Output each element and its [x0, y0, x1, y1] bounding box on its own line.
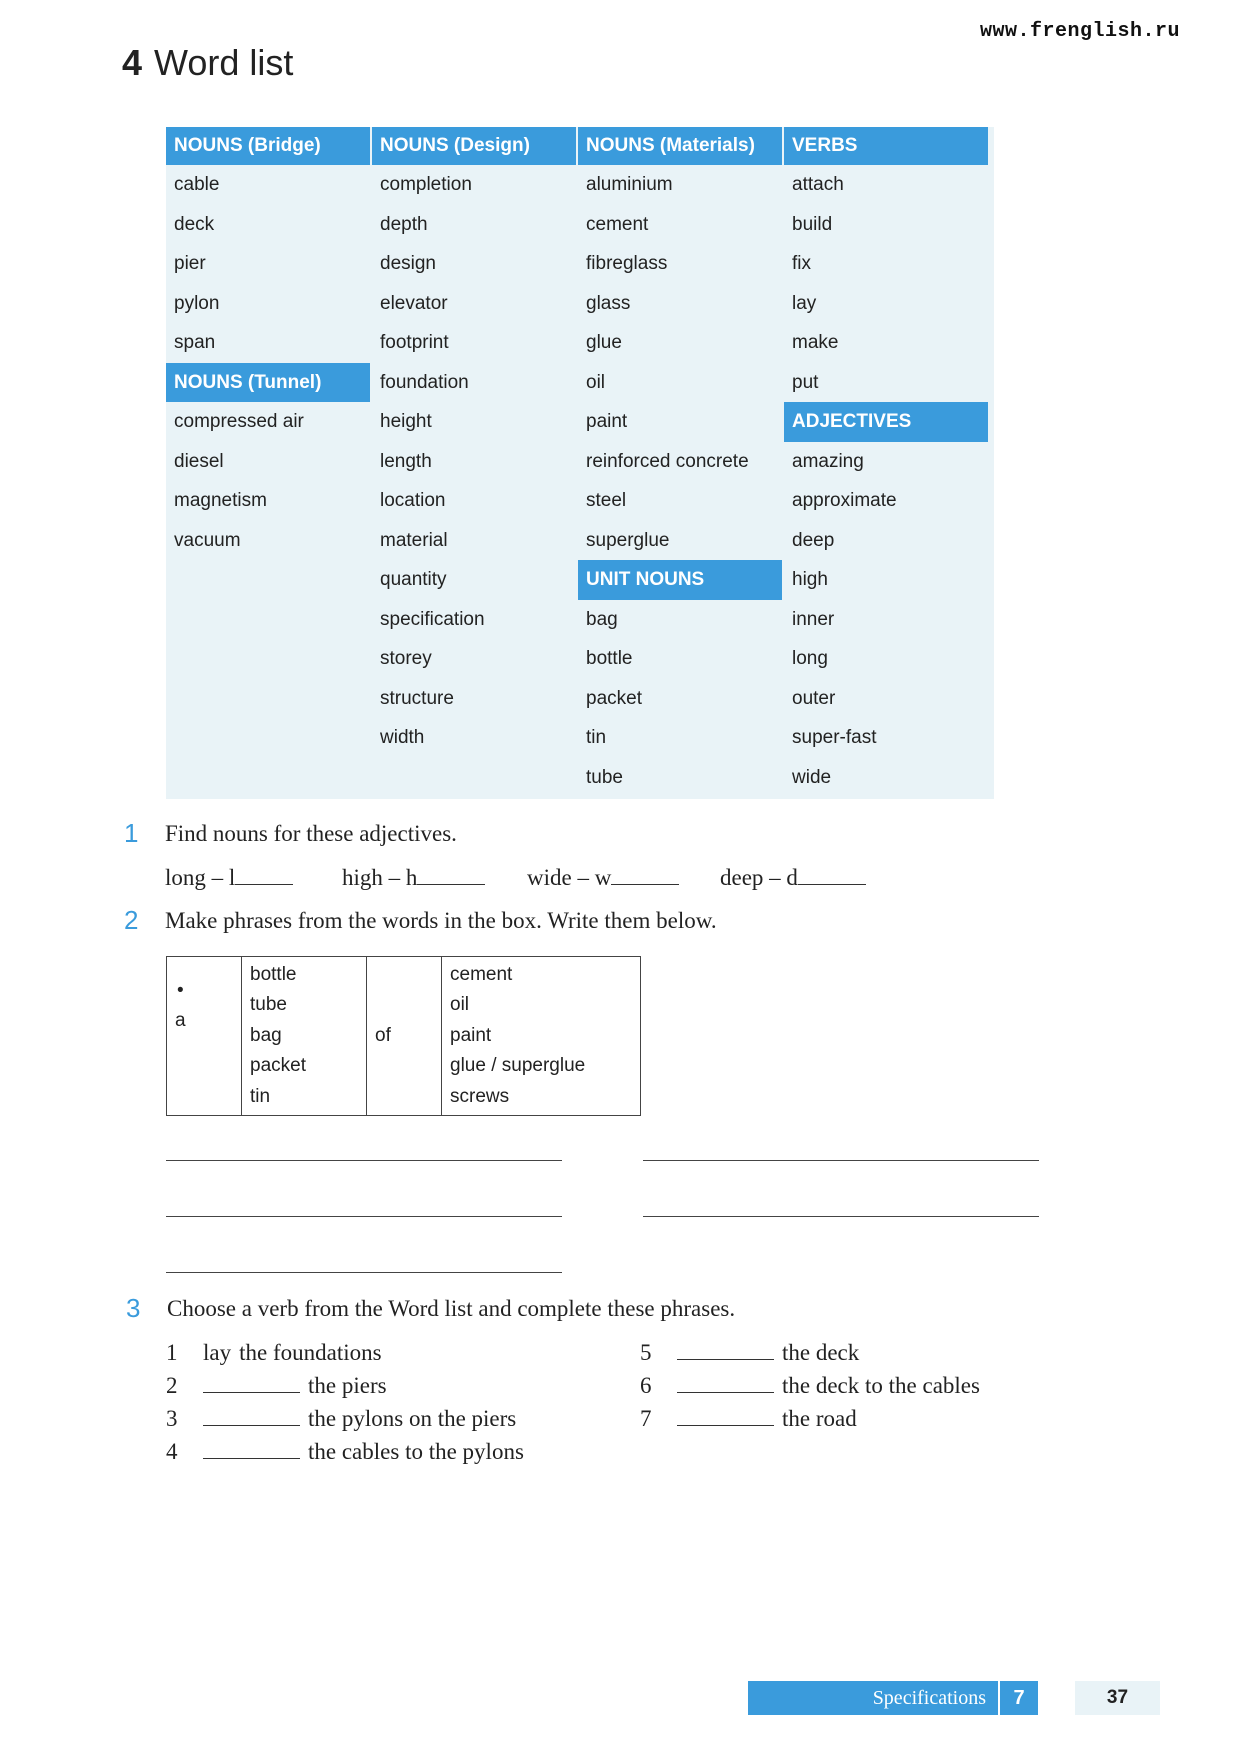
answer-line[interactable]	[166, 1160, 562, 1161]
bullet-dot: •	[177, 980, 184, 1001]
answer-blank[interactable]	[798, 866, 866, 885]
exercise-number: 2	[124, 905, 139, 935]
item-text: the cables to the pylons	[308, 1439, 524, 1464]
exercise-number: 3	[126, 1293, 141, 1323]
ex3-item	[166, 1336, 626, 1369]
word-item: depth	[380, 213, 428, 235]
ex1-item: high – h	[342, 865, 485, 891]
word-item: steel	[586, 490, 627, 511]
unit-noun: bag	[250, 1024, 282, 1046]
exercise-number: 1	[124, 818, 139, 848]
ex1-item: long – l	[165, 865, 293, 891]
prep-cell	[367, 957, 442, 1116]
sub-header: ADJECTIVES	[784, 402, 990, 442]
answer-blank[interactable]	[611, 866, 679, 885]
word-item: bag	[586, 608, 618, 630]
answer-line[interactable]	[643, 1216, 1039, 1217]
word-item: location	[380, 490, 446, 511]
ex3-item	[166, 1369, 626, 1402]
word-item: oil	[586, 371, 606, 393]
exercise-instruction: Make phrases from the words in the box. Write them below.	[165, 908, 717, 933]
answer-blank[interactable]	[677, 1407, 774, 1426]
answer-blank[interactable]	[417, 866, 485, 885]
answer-blank[interactable]	[203, 1440, 300, 1459]
word-item: vacuum	[174, 529, 241, 551]
ex3-item	[166, 1402, 626, 1435]
material-noun: screws	[450, 1085, 510, 1107]
ex3-item	[166, 1435, 626, 1468]
answer-blank[interactable]	[677, 1374, 774, 1393]
ex3-item	[640, 1402, 1090, 1435]
item-number: 3	[166, 1406, 178, 1431]
word-item: deck	[174, 213, 215, 235]
word-item: long	[792, 648, 828, 669]
item-number: 4	[166, 1439, 178, 1464]
preposition: of	[375, 1025, 391, 1046]
item-text: the piers	[308, 1373, 387, 1398]
word-item: super-fast	[792, 727, 877, 748]
word-column-bridge	[166, 127, 372, 560]
word-item: tin	[586, 727, 607, 748]
item-text: the deck	[782, 1340, 860, 1365]
word-item: put	[792, 371, 819, 393]
word-item: elevator	[380, 292, 448, 314]
word-item: foundation	[380, 371, 469, 393]
word-item: approximate	[792, 490, 897, 511]
item-number: 5	[640, 1340, 652, 1365]
word-item: build	[792, 213, 833, 235]
word-item: superglue	[586, 529, 670, 551]
materials-cell	[442, 957, 641, 1116]
answer-blank[interactable]	[203, 1407, 300, 1426]
word-item: design	[380, 253, 436, 274]
unit-noun: tube	[250, 994, 287, 1016]
word-item: fibreglass	[586, 253, 668, 274]
word-item: pier	[174, 253, 206, 274]
material-noun: glue / superglue	[450, 1055, 586, 1077]
word-item: material	[380, 529, 448, 551]
item-text: the pylons on the piers	[308, 1406, 517, 1431]
word-item: inner	[792, 608, 835, 630]
word-item: bottle	[586, 648, 633, 669]
word-item: glass	[586, 292, 631, 314]
word-item: make	[792, 332, 839, 353]
word-item: length	[380, 450, 432, 472]
units-cell	[242, 957, 367, 1116]
word-item: specification	[380, 608, 485, 630]
word-item: fix	[792, 253, 811, 274]
word-item: magnetism	[174, 490, 267, 511]
word-item: diesel	[174, 450, 224, 472]
ex3-left-column	[166, 1336, 626, 1468]
ex1-item: wide – w	[527, 865, 679, 891]
word-column-materials	[578, 127, 784, 797]
item-number: 2	[166, 1373, 178, 1398]
article-cell	[167, 957, 242, 1116]
material-noun: cement	[450, 963, 513, 985]
answer-line[interactable]	[166, 1272, 562, 1273]
footer-section: Specifications	[748, 1681, 998, 1715]
word-item: quantity	[380, 569, 447, 590]
column-header: VERBS	[784, 127, 990, 165]
word-item: structure	[380, 687, 454, 709]
page-title	[122, 42, 293, 84]
site-url: www.frenglish.ru	[980, 20, 1181, 43]
word-item: pylon	[174, 292, 220, 314]
word-item: attach	[792, 174, 844, 195]
column-header: NOUNS (Bridge)	[166, 127, 372, 165]
answer-blank[interactable]	[203, 1374, 300, 1393]
word-item: completion	[380, 174, 472, 195]
ex1-item: deep – d	[720, 865, 866, 891]
word-item: outer	[792, 687, 836, 709]
unit-noun: packet	[250, 1055, 306, 1077]
word-item: tube	[586, 766, 623, 788]
footer-unit: 7	[1000, 1681, 1038, 1715]
word-item: paint	[586, 411, 628, 432]
word-item: compressed air	[174, 411, 304, 432]
answer-blank[interactable]	[235, 866, 293, 885]
section-title: Word list	[154, 42, 294, 83]
section-number: 4	[122, 42, 143, 83]
word-item: reinforced concrete	[586, 450, 749, 472]
example-answer: lay	[203, 1340, 232, 1365]
word-item: high	[792, 569, 828, 590]
word-item: cement	[586, 213, 649, 235]
word-item: cable	[174, 174, 220, 195]
item-text: the deck to the cables	[782, 1373, 980, 1398]
answer-line[interactable]	[166, 1216, 562, 1217]
word-item: width	[380, 727, 425, 748]
word-item: deep	[792, 529, 835, 551]
unit-noun: bottle	[250, 963, 297, 985]
word-item: packet	[586, 687, 642, 709]
word-item: glue	[586, 332, 622, 353]
column-header: NOUNS (Design)	[372, 127, 578, 165]
unit-noun: tin	[250, 1085, 271, 1107]
item-number: 6	[640, 1373, 652, 1398]
material-noun: oil	[450, 994, 470, 1016]
answer-blank[interactable]	[677, 1341, 774, 1360]
column-header: NOUNS (Materials)	[578, 127, 784, 165]
item-text: the foundations	[239, 1340, 382, 1365]
word-item: height	[380, 411, 432, 432]
material-noun: paint	[450, 1024, 492, 1046]
word-item: footprint	[380, 332, 449, 353]
item-number: 7	[640, 1406, 652, 1431]
sub-header: UNIT NOUNS	[578, 560, 784, 600]
exercise-instruction: Choose a verb from the Word list and complete these phrases.	[167, 1296, 736, 1321]
word-item: amazing	[792, 450, 864, 472]
item-number: 1	[166, 1340, 178, 1365]
word-item: storey	[380, 648, 432, 669]
page-number: 37	[1075, 1681, 1160, 1715]
ex3-right-column	[640, 1336, 1090, 1435]
word-item: wide	[792, 766, 832, 788]
exercise-instruction: Find nouns for these adjectives.	[165, 821, 457, 846]
word-item: span	[174, 332, 216, 353]
article: a	[175, 1010, 186, 1031]
item-text: the road	[782, 1406, 857, 1431]
word-column-verbs	[784, 127, 990, 797]
ex3-item	[640, 1336, 1090, 1369]
word-item: lay	[792, 292, 817, 314]
sub-header: NOUNS (Tunnel)	[166, 363, 372, 403]
ex3-item	[640, 1369, 1090, 1402]
answer-line[interactable]	[643, 1160, 1039, 1161]
word-item: aluminium	[586, 174, 673, 195]
phrase-box	[166, 956, 641, 1116]
word-column-design	[372, 127, 578, 758]
